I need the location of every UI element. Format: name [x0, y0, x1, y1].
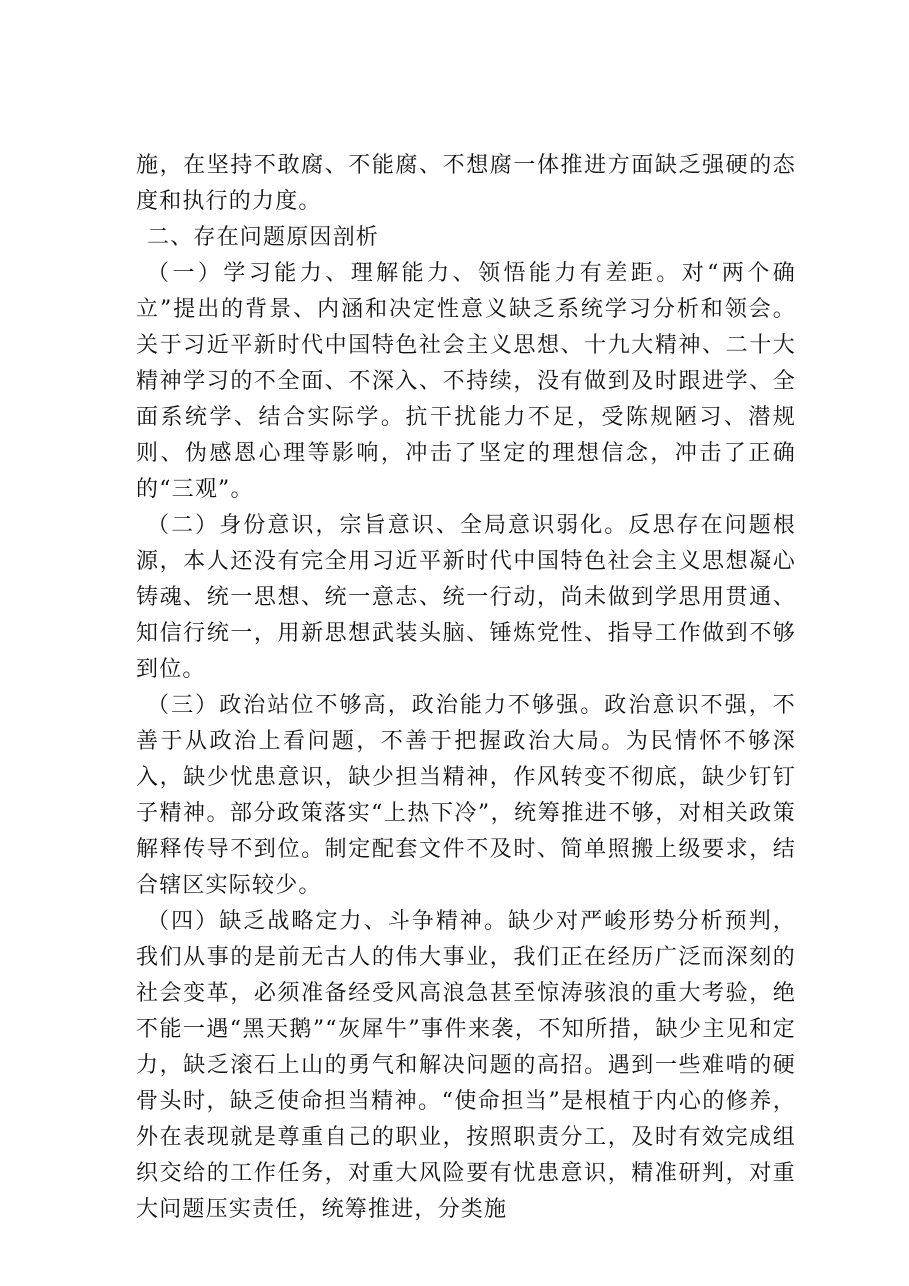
document-page: [136, 148, 796, 1228]
paragraph-continuation: 施，在坚持不敢腐、不能腐、不想腐一体推进方面缺乏强硬的态度和执行的力度。: [136, 153, 796, 214]
paragraph-item-2: （二）身份意识，宗旨意识、全局意识弱化。反思存在问题根源，本人还没有完全用习近平新时代中国特色社会主义思想凝心铸魂、统一思想、统一意志、统一行动，尚未做到学思用贯通、知信行统一，用新思想武装头脑、锤炼党性、指导工作做到不够到位。: [136, 513, 796, 682]
section-heading: 二、存在问题原因剖析: [147, 225, 380, 250]
paragraph-item-1: （一）学习能力、理解能力、领悟能力有差距。对“两个确立”提出的背景、内涵和决定性意义缺乏系统学习分析和领会。关于习近平新时代中国特色社会主义思想、十九大精神、二十大精神学习的不全面、不深入、不持续，没有做到及时跟进学、全面系统学、结合实际学。抗干扰能力不足，受陈规陋习、潜规则、伪感恩心理等影响，冲击了坚定的理想信念，冲击了正确的“三观”。: [136, 261, 796, 502]
paragraph-item-4: （四）缺乏战略定力、斗争精神。缺少对严峻形势分析预判，我们从事的是前无古人的伟大事业，我们正在经历广泛而深刻的社会变革，必须准备经受风高浪急甚至惊涛骇浪的重大考验，绝不能一遇“黑天鹅”“灰犀牛”事件来袭，不知所措，缺少主见和定力，缺乏滚石上山的勇气和解决问题的高招。遇到一些难啃的硬骨头时，缺乏使命担当精神。“使命担当”是根植于内心的修养，外在表现就是尊重自己的职业，按照职责分工，及时有效完成组织交给的工作任务，对重大风险要有忧患意识，精准研判，对重大问题压实责任，统筹推进，分类施: [136, 909, 796, 1222]
paragraph-item-3: （三）政治站位不够高，政治能力不够强。政治意识不强，不善于从政治上看问题，不善于把握政治大局。为民情怀不够深入，缺少忧患意识，缺少担当精神，作风转变不彻底，缺少钉钉子精神。部分政策落实“上热下冷”，统筹推进不够，对相关政策解释传导不到位。制定配套文件不及时、简单照搬上级要求，结合辖区实际较少。: [136, 693, 796, 898]
